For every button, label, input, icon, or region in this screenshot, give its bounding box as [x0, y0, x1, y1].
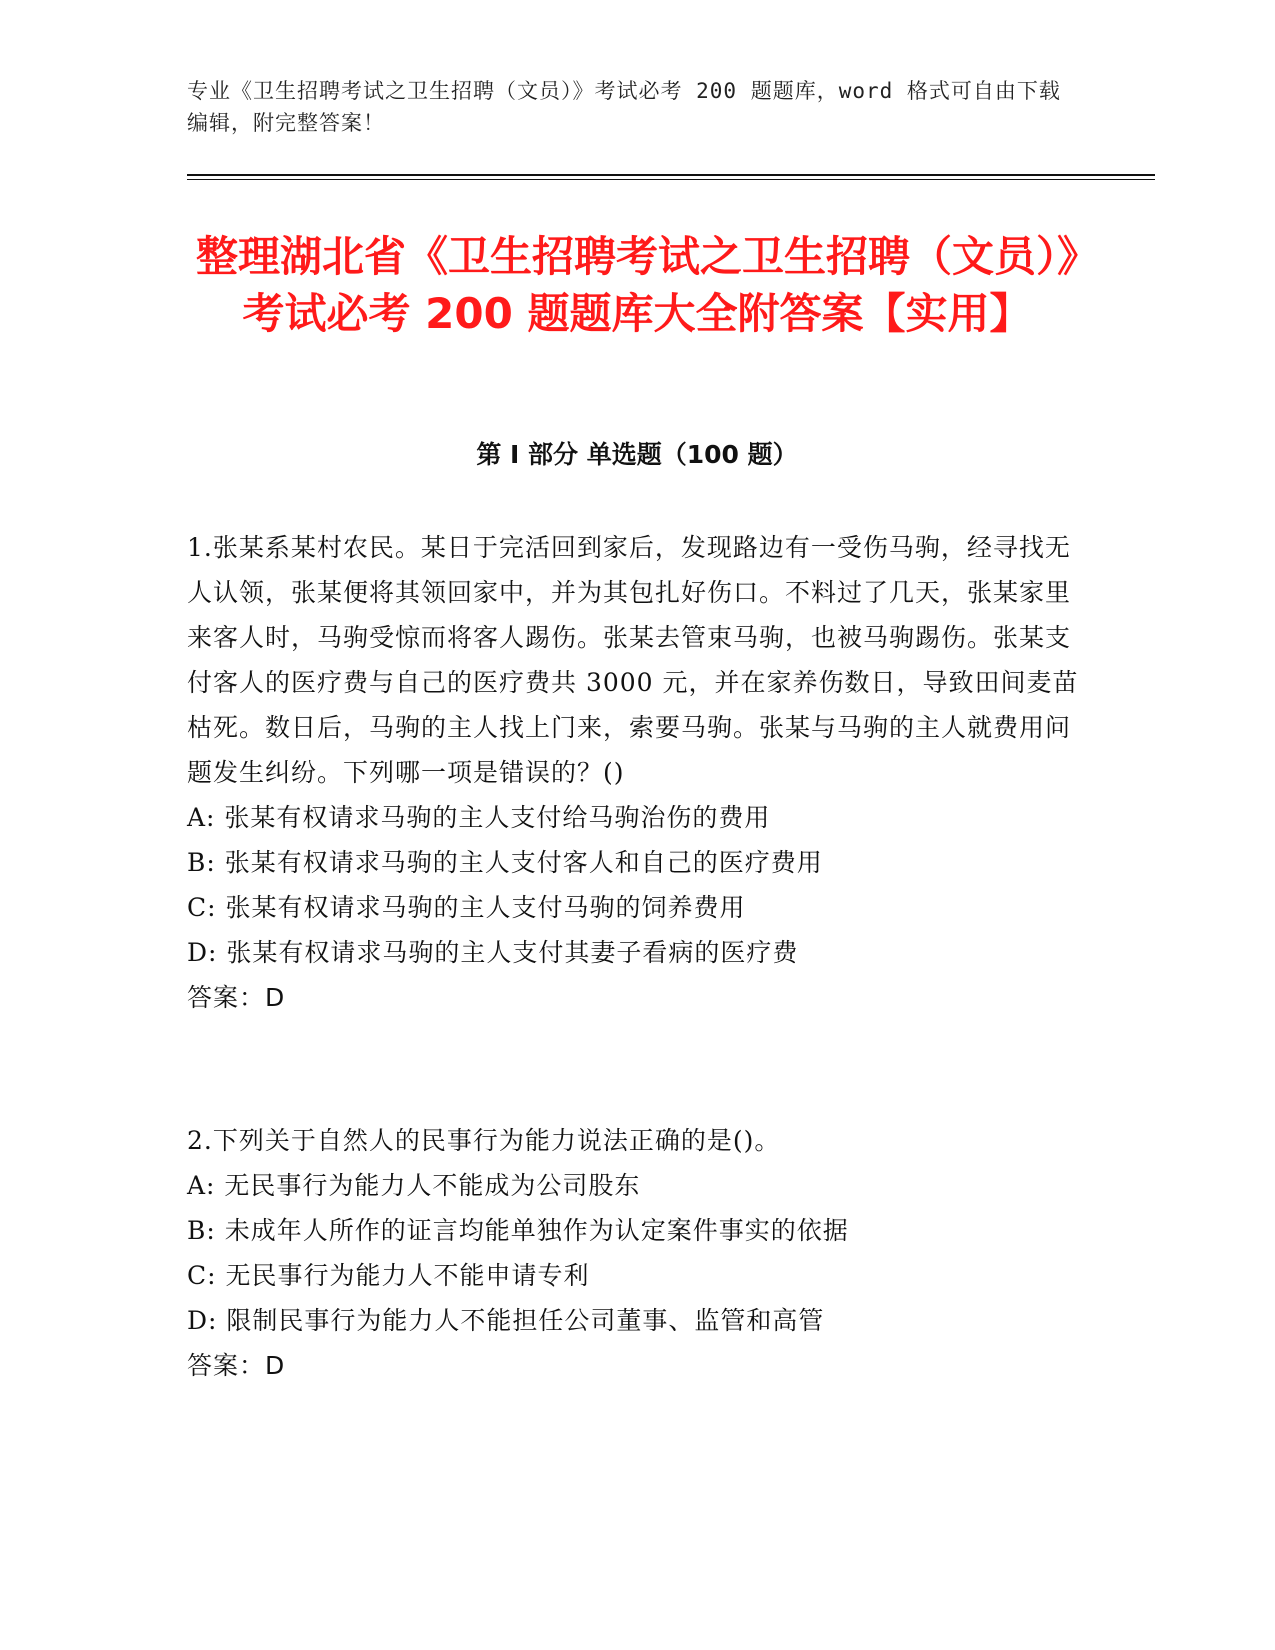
option-c: C: 张某有权请求马驹的主人支付马驹的饲养费用 — [187, 893, 746, 922]
option-a: A: 张某有权请求马驹的主人支付给马驹治伤的费用 — [187, 803, 771, 832]
option-a: A: 无民事行为能力人不能成为公司股东 — [187, 1171, 641, 1200]
option-b: B: 未成年人所作的证言均能单独作为认定案件事实的依据 — [187, 1216, 849, 1245]
question-stem: 1.张某系某村农民。某日于完活回到家后，发现路边有一受伤马驹，经寻找无人认领，张某便将其领回家中，并为其包扎好伤口。不料过了几天，张某家里来客人时，马驹受惊而将客人踢伤。张某去管束马驹，也被马驹踢伤。张某支付客人的医疗费与自己的医疗费共 3000 元，并在家养伤数日，导致田间麦苗枯死。数日后，马驹的主人找上门来，索要马驹。张某与马驹的主人就费用问题发生纠纷。下列哪一项是错误的？() — [187, 533, 1079, 787]
answer-line: 答案：D — [187, 983, 286, 1012]
document-title: 整理湖北省《卫生招聘考试之卫生招聘（文员）》考试必考 200 题题库大全附答案【实用】 — [195, 232, 1078, 338]
question-stem: 2.下列关于自然人的民事行为能力说法正确的是()。 — [187, 1126, 781, 1155]
header-note: 专业《卫生招聘考试之卫生招聘（文员）》考试必考 200 题题库，word 格式可自由下载编辑，附完整答案！ — [187, 79, 1061, 135]
option-d: D: 限制民事行为能力人不能担任公司董事、监管和高管 — [187, 1306, 825, 1335]
question-2 — [187, 1118, 1087, 1388]
header-divider-thick — [187, 174, 1155, 176]
question-1 — [187, 525, 1087, 1020]
option-b: B: 张某有权请求马驹的主人支付客人和自己的医疗费用 — [187, 848, 823, 877]
option-c: C: 无民事行为能力人不能申请专利 — [187, 1261, 590, 1290]
header-divider-thin — [187, 179, 1155, 180]
section-heading: 第 I 部分 单选题（100 题） — [476, 440, 798, 469]
answer-line: 答案：D — [187, 1351, 286, 1380]
option-d: D: 张某有权请求马驹的主人支付其妻子看病的医疗费 — [187, 938, 799, 967]
